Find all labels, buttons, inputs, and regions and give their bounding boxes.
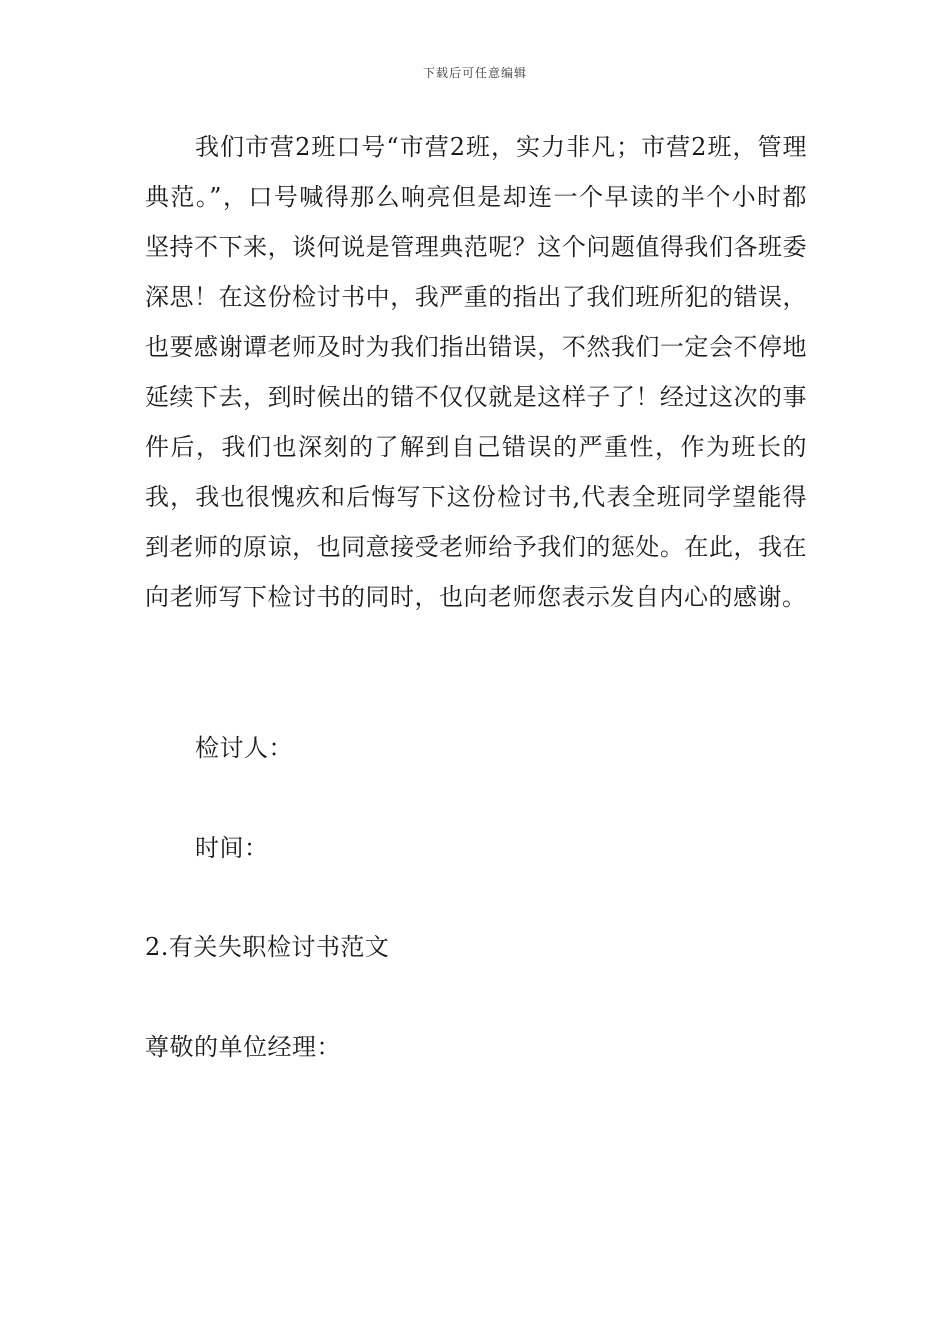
salutation: 尊敬的单位经理：: [145, 1033, 341, 1061]
section-title: 2.有关失职检讨书范文: [145, 933, 390, 961]
body-section: [145, 122, 807, 622]
time-label: 时间：: [195, 834, 269, 862]
body-paragraph: 我们市营2班口号“市营2班，实力非凡；市营2班，管理典范。”，口号喊得那么响亮但是却连一个早读的半个小时都坚持不下来，谈何说是管理典范呢？这个问题值得我们各班委深思！在这份检讨书中，我严重的指出了我们班所犯的错误，也要感谢谭老师及时为我们指出错误，不然我们一定会不停地延续下去，到时候出的错不仅仅就是这样子了！经过这次的事件后，我们也深刻的了解到自己错误的严重性，作为班长的我，我也很愧疚和后悔写下这份检讨书,代表全班同学望能得到老师的原谅，也同意接受老师给予我们的惩处。在此，我在向老师写下检讨书的同时，也向老师您表示发自内心的感谢。: [145, 133, 807, 611]
page-header: 下载后可任意编辑: [422, 66, 527, 80]
signer-label: 检讨人：: [195, 734, 293, 762]
